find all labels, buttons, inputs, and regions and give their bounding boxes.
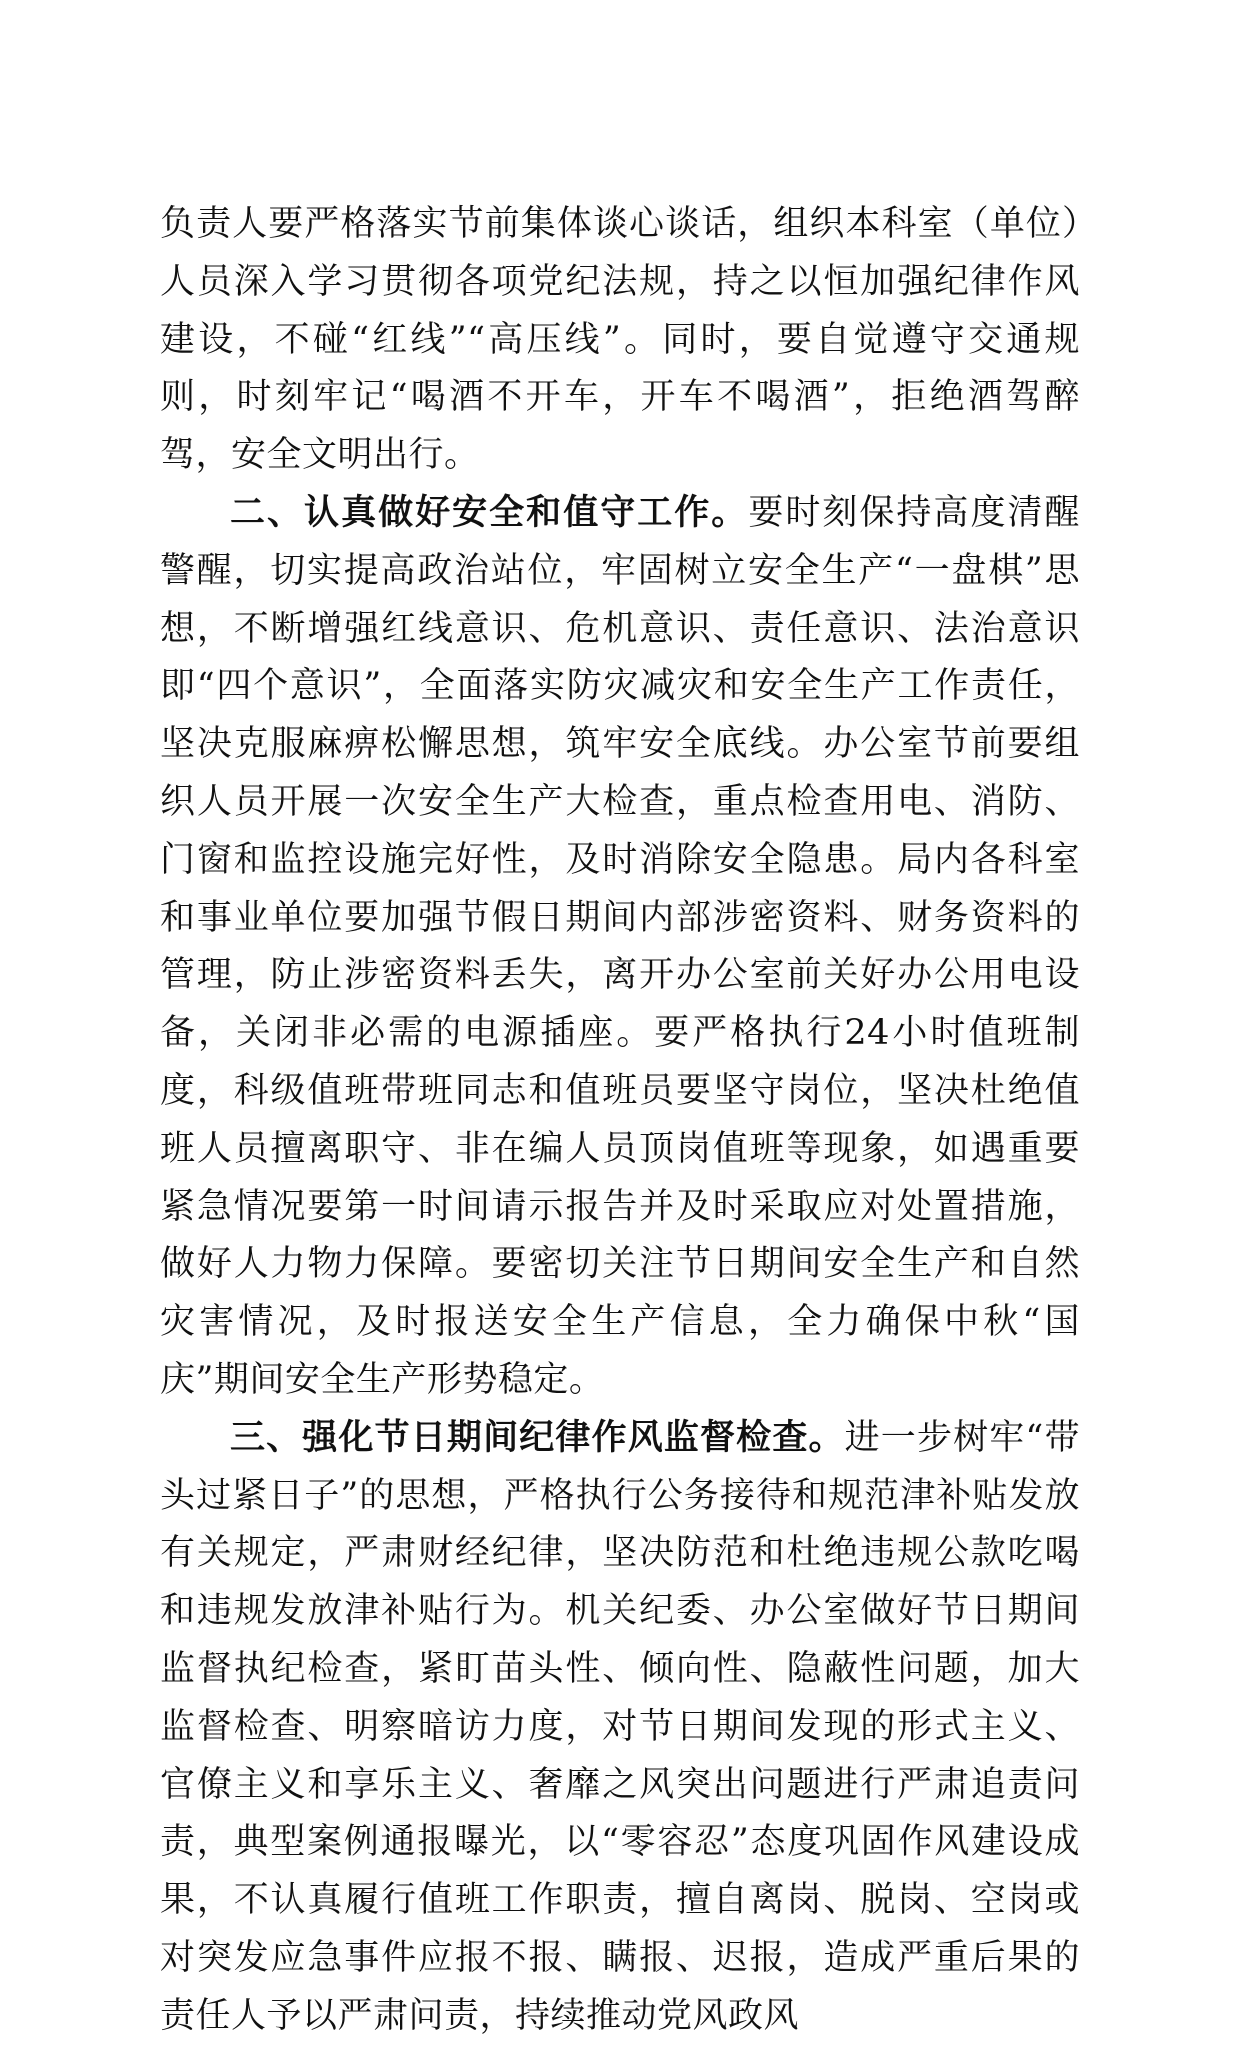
section-discipline-supervision — [160, 1410, 1080, 2046]
section-heading-safety-duty: 二、认真做好安全和值守工作。 — [230, 492, 749, 533]
section-safety-duty — [160, 485, 1080, 1410]
section-heading-discipline-supervision: 三、强化节日期间纪律作风监督检查。 — [230, 1417, 845, 1458]
paragraph-continuation: 负责人要严格落实节前集体谈心谈话，组织本科室（单位）人员深入学习贯彻各项党纪法规，持之以恒加强纪律作风建设，不碰“红线”“高压线”。同时，要自觉遵守交通规则，时刻牢记“喝酒不开车，开车不喝酒”，拒绝酒驾醉驾，安全文明出行。 — [160, 204, 1080, 476]
section-body-discipline-supervision: 进一步树牢“带头过紧日子”的思想，严格执行公务接待和规范津补贴发放有关规定，严肃财经纪律，坚决防范和杜绝违规公款吃喝和违规发放津补贴行为。机关纪委、办公室做好节日期间监督执纪检查，紧盯苗头性、倾向性、隐蔽性问题，加大监督检查、明察暗访力度，对节日期间发现的形式主义、官僚主义和享乐主义、奢靡之风突出问题进行严肃追责问责，典型案例通报曝光，以“零容忍”态度巩固作风建设成果，不认真履行值班工作职责，擅自离岗、脱岗、空岗或对突发应急事件应报不报、瞒报、迟报，造成严重后果的责任人予以严肃问责，持续推动党风政风 — [160, 1417, 1080, 2036]
section-body-safety-duty: 要时刻保持高度清醒警醒，切实提高政治站位，牢固树立安全生产“一盘棋”思想，不断增强红线意识、危机意识、责任意识、法治意识即“四个意识”，全面落实防灾减灾和安全生产工作责任，坚决克服麻痹松懈思想，筑牢安全底线。办公室节前要组织人员开展一次安全生产大检查，重点检查用电、消防、门窗和监控设施完好性，及时消除安全隐患。局内各科室和事业单位要加强节假日期间内部涉密资料、财务资料的管理，防止涉密资料丢失，离开办公室前关好办公用电设备，关闭非必需的电源插座。要严格执行24小时值班制度，科级值班带班同志和值班员要坚守岗位，坚决杜绝值班人员擅离职守、非在编人员顶岗值班等现象，如遇重要紧急情况要第一时间请示报告并及时采取应对处置措施，做好人力物力保障。要密切关注节日期间安全生产和自然灾害情况，及时报送安全生产信息，全力确保中秋“国庆”期间安全生产形势稳定。 — [160, 492, 1080, 1400]
document-body — [160, 196, 1080, 2046]
